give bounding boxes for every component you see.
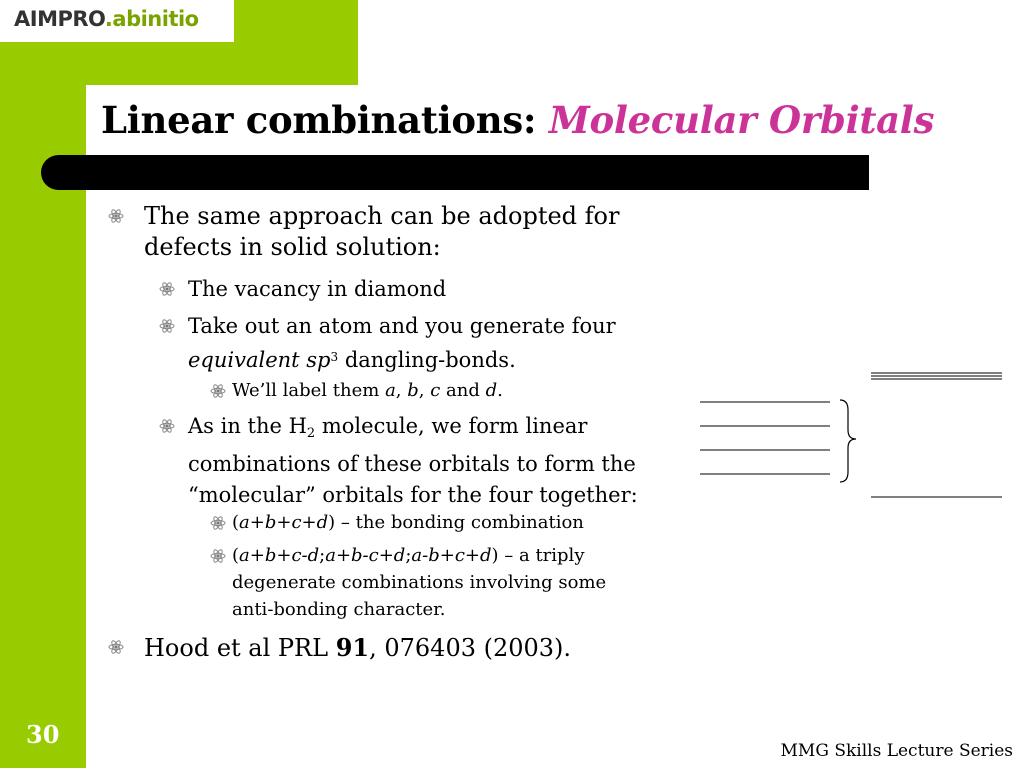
atom-icon	[108, 639, 124, 655]
atom-icon	[159, 318, 175, 334]
atom-icon	[210, 515, 226, 531]
atom-icon	[159, 281, 175, 297]
page-number: 30	[26, 720, 60, 749]
footer-text: MMG Skills Lecture Series	[780, 741, 1013, 761]
bullet-item: The vacancy in diamond	[188, 277, 447, 301]
bullet-item: Hood et al PRL 91, 076403 (2003).	[144, 633, 572, 662]
atom-icon	[210, 548, 226, 564]
bullet-item: We’ll label them a, b, c and d.	[232, 380, 503, 401]
logo-text: AIMPRO.abinitio	[14, 7, 199, 31]
atom-icon	[159, 418, 175, 434]
bullet-item: (a+b+c-d;a+b-c+d;a-b+c+d) – a triply degenerate combinations involving some anti-bonding character.	[232, 545, 607, 620]
bullet-item: As in the $H_2$ molecule, we form linear combinations of these orbitals to form the “molecular” orbitals for the four together:	[188, 414, 638, 507]
energy-level-diagram	[690, 360, 1010, 510]
slide-title: Linear combinations: Molecular Orbitals	[101, 98, 935, 142]
atom-icon	[210, 383, 226, 399]
atom-icon	[108, 208, 124, 224]
green-side-band	[0, 0, 86, 768]
title-divider-bar	[41, 155, 869, 190]
bullet-item: The same approach can be adopted for defects in solid solution:	[144, 202, 620, 261]
logo	[0, 0, 234, 42]
bullet-item: Take out an atom and you generate four equivalent $sp^3$ dangling-bonds.	[188, 314, 616, 372]
title-highlight: Molecular Orbitals	[548, 98, 935, 142]
combination-brace	[840, 400, 856, 482]
bullet-item: (a+b+c+d) – the bonding combination	[232, 512, 584, 533]
